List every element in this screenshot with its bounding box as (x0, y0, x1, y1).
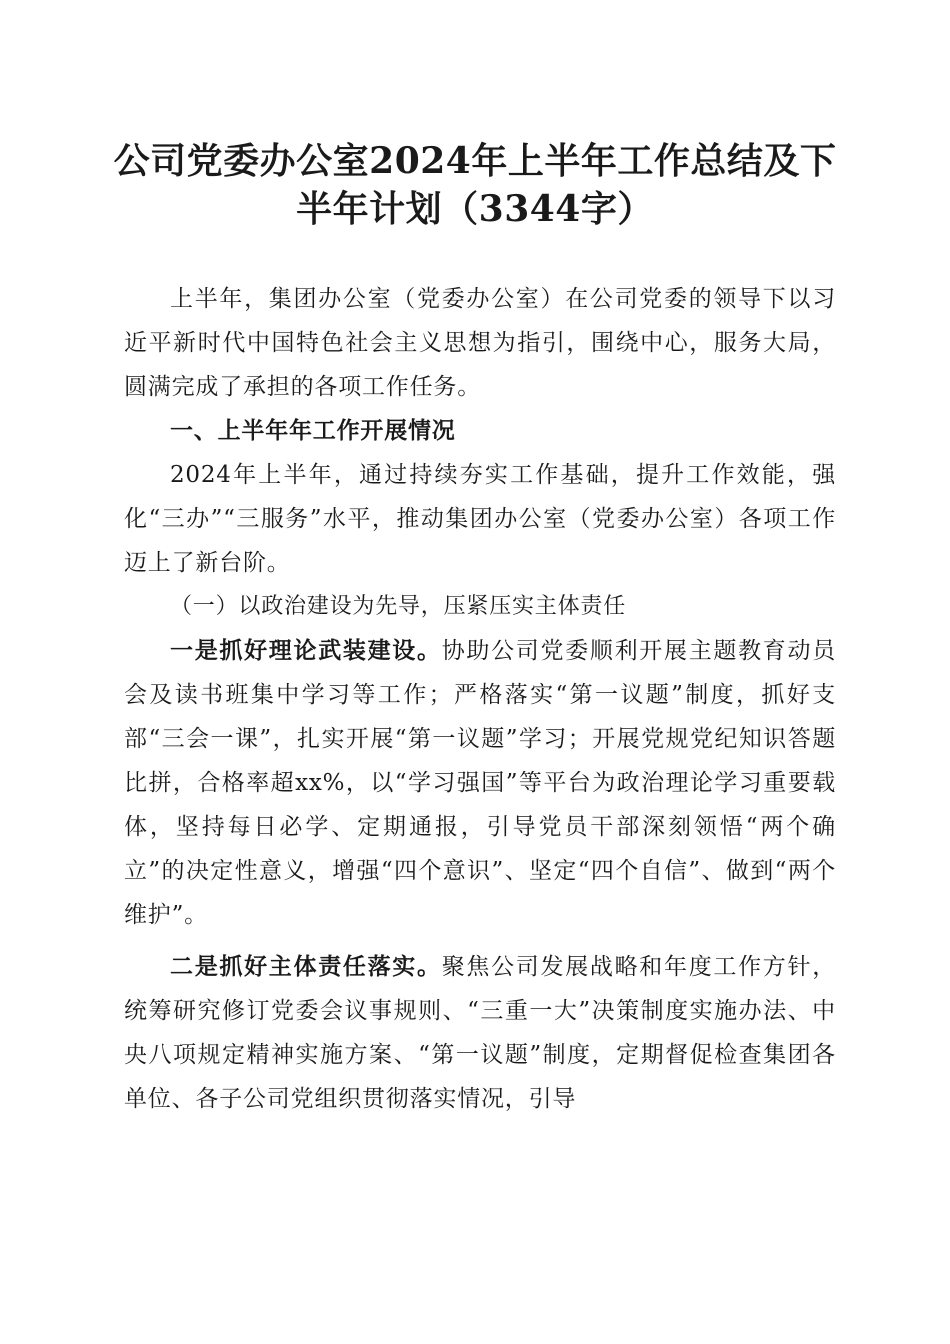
title-line-2: 半年计划（3344字） (296, 188, 654, 230)
paragraph-gap (124, 937, 836, 945)
section-1-intro: 2024年上半年，通过持续夯实工作基础，提升工作效能，强化“三办”“三服务”水平，推动集团办公室（党委办公室）各项工作迈上了新台阶。 (124, 462, 836, 576)
paragraph-2-text: 聚焦公司发展战略和年度工作方针，统筹研究修订党委会议事规则、“三重一大”决策制度实施办法、中央八项规定精神实施方案、“第一议题”制度，定期督促检查集团各单位、各子公司党组织贯彻落实情况，引导 (124, 954, 836, 1112)
document-title (100, 137, 850, 233)
paragraph-1 (124, 629, 836, 937)
document-body (124, 277, 836, 1121)
paragraph-2 (124, 945, 836, 1121)
subsection-1-heading: （一）以政治建设为先导，压紧压实主体责任 (170, 594, 627, 619)
section-1-heading: 一、上半年年工作开展情况 (170, 418, 456, 444)
intro-paragraph: 上半年，集团办公室（党委办公室）在公司党委的领导下以习近平新时代中国特色社会主义思想为指引，围绕中心，服务大局，圆满完成了承担的各项工作任务。 (124, 286, 836, 400)
title-line-1: 公司党委办公室2024年上半年工作总结及下 (113, 140, 837, 182)
paragraph-1-text: 协助公司党委顺利开展主题教育动员会及读书班集中学习等工作；严格落实“第一议题”制度，抓好支部“三会一课”，扎实开展“第一议题”学习；开展党规党纪知识答题比拼，合格率超xx%，以“学习强国”等平台为政治理论学习重要载体，坚持每日必学、定期通报，引导党员干部深刻领悟“两个确立”的决定性意义，增强“四个意识”、坚定“四个自信”、做到“两个维护”。 (124, 638, 836, 928)
paragraph-2-lead: 二是抓好主体责任落实。 (170, 954, 442, 980)
paragraph-1-lead: 一是抓好理论武装建设。 (170, 638, 442, 664)
